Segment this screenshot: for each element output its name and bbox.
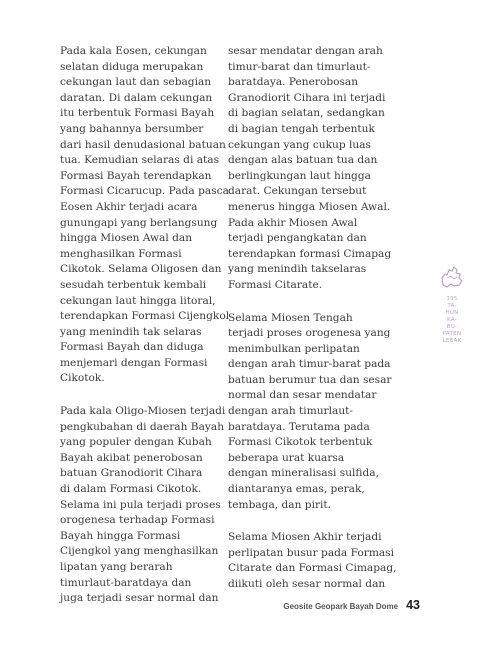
text-line: menghasilkan Formasi [60,247,182,260]
text-line: daratan. Di dalam cekungan [60,91,213,104]
anniversary-side-tab [434,264,470,345]
text-line: yang menindih takselaras [228,263,367,276]
text-line: perlipatan busur pada Formasi [228,546,395,559]
text-line: terjadi proses orogenesa yang [228,327,391,340]
text-line: di bagian selatan, sedangkan [228,107,385,120]
text-line: diikuti oleh sesar normal dan [228,578,386,590]
text-line: Selama Miosen Tengah [228,311,353,324]
text-line: dengan arah timurlaut- [228,405,353,418]
text-line: baratdaya. Terutama pada [228,420,370,433]
text-line: Formasi Citarate. [228,278,323,291]
side-tab-text [434,296,470,345]
text-line: dengan mineralisasi sulfida, [228,467,379,480]
text-line: Granodiorit Cihara ini terjadi [228,91,386,104]
text-line: timur-barat dan timurlaut- [228,60,371,73]
paragraph-2 [60,404,226,607]
text-line: Selama ini pula terjadi proses [60,498,221,511]
side-tab-word: BU- [446,324,458,330]
text-line: terendapkan formasi Cimapag [228,247,392,260]
text-line: dari hasil denudasional batuan [60,138,226,151]
text-line: diantaranya emas, perak, [228,483,365,496]
text-line: di dalam Formasi Cikotok. [60,483,202,496]
text-line: cekungan yang cukup luas [228,138,371,151]
text-line: Formasi Cicarucup. Pada pasca [60,185,229,198]
text-line: Cijengkol yang menghasilkan [60,545,219,558]
text-line: selatan diduga merupakan [60,60,204,73]
text-line: terjadi pengangkatan dan [228,232,367,245]
text-line: menerus hingga Miosen Awal. [228,200,391,213]
text-line: Pada kala Oligo-Miosen terjadi [60,405,226,418]
text-line: tembaga, dan pirit. [228,498,332,511]
publication-title: Geosite Geopark Bayah Dome [283,602,399,611]
text-line: Formasi Bayah terendapkan [60,169,212,182]
text-line: Bayah hingga Formasi [60,529,181,542]
text-line: baratdaya. Penerobosan [228,76,359,89]
text-line: batuan berumur tua dan sesar [228,373,392,386]
text-line: orogenesa terhadap Formasi [60,514,215,527]
text-column-left [60,44,230,607]
text-line: sesudah terbentuk kembali [60,278,207,291]
page-number: 43 [406,598,420,612]
text-line: timurlaut-baratdaya dan [60,576,192,589]
text-line: batuan Granodiorit Cihara [60,467,203,480]
text-line: yang bahannya bersumber [60,122,204,135]
text-line: menjemari dengan Formasi [60,356,208,369]
text-line: Bayah akibat penerobosan [60,451,203,464]
text-line: hingga Miosen Awal dan [60,232,193,245]
text-line: Citarate dan Formasi Cimapag, [228,562,397,575]
text-line: dengan arah timur-barat pada [228,358,391,371]
paragraph-3 [228,530,398,592]
side-tab-word: 195 [446,296,458,302]
text-line: tua. Kemudian selaras di atas [60,154,220,167]
text-line: yang menindih tak selaras [60,325,202,338]
text-line: menimbulkan perlipatan [228,342,360,355]
text-line: gunungapi yang berlangsung [60,216,218,229]
text-line: Cikotok. Selama Oligosen dan [60,263,222,276]
text-line: yang populer dengan Kubah [60,436,212,449]
text-line: lipatan yang berarah [60,561,173,573]
paragraph-1 [228,44,398,294]
text-line: normal dan sesar mendatar [228,389,377,402]
text-line: sesar mendatar dengan arah [228,45,383,57]
text-line: pengkubahan di daerah Bayah [60,420,225,433]
text-line: terendapkan Formasi Cijengkol [60,310,230,323]
paragraph-1 [60,44,230,387]
text-line: beberapa urat kuarsa [228,451,345,464]
side-tab-word: PATEN [442,331,462,337]
page-footer [283,598,420,612]
side-tab-word: LEBAK [442,338,462,344]
text-line: di bagian tengah terbentuk [228,122,375,135]
text-line: cekungan laut hingga litoral, [60,294,216,307]
text-line: dengan alas batuan tua dan [228,154,378,167]
side-tab-word: TA- [447,303,457,309]
text-line: itu terbentuk Formasi Bayah [60,107,215,120]
text-line: Formasi Bayah dan diduga [60,341,204,354]
text-line: Cikotok. [60,372,105,385]
text-line: Eosen Akhir terjadi acara [60,200,198,213]
text-line: cekungan laut dan sebagian [60,76,212,89]
text-line: berlingkungan laut hingga [228,169,371,182]
paragraph-2 [228,311,398,514]
text-line: Pada akhir Miosen Awal [228,216,358,229]
text-line: Pada kala Eosen, cekungan [60,45,207,57]
side-tab-word: KA- [447,317,457,323]
text-line: Selama Miosen Akhir terjadi [228,531,382,544]
text-line: juga terjadi sesar normal dan [60,592,219,605]
text-line: Formasi Cikotok terbentuk [228,436,373,449]
text-column-right [228,44,398,593]
text-line: darat. Cekungan tersebut [228,185,367,198]
district-map-icon [439,264,465,290]
side-tab-word: HUN [445,310,459,316]
